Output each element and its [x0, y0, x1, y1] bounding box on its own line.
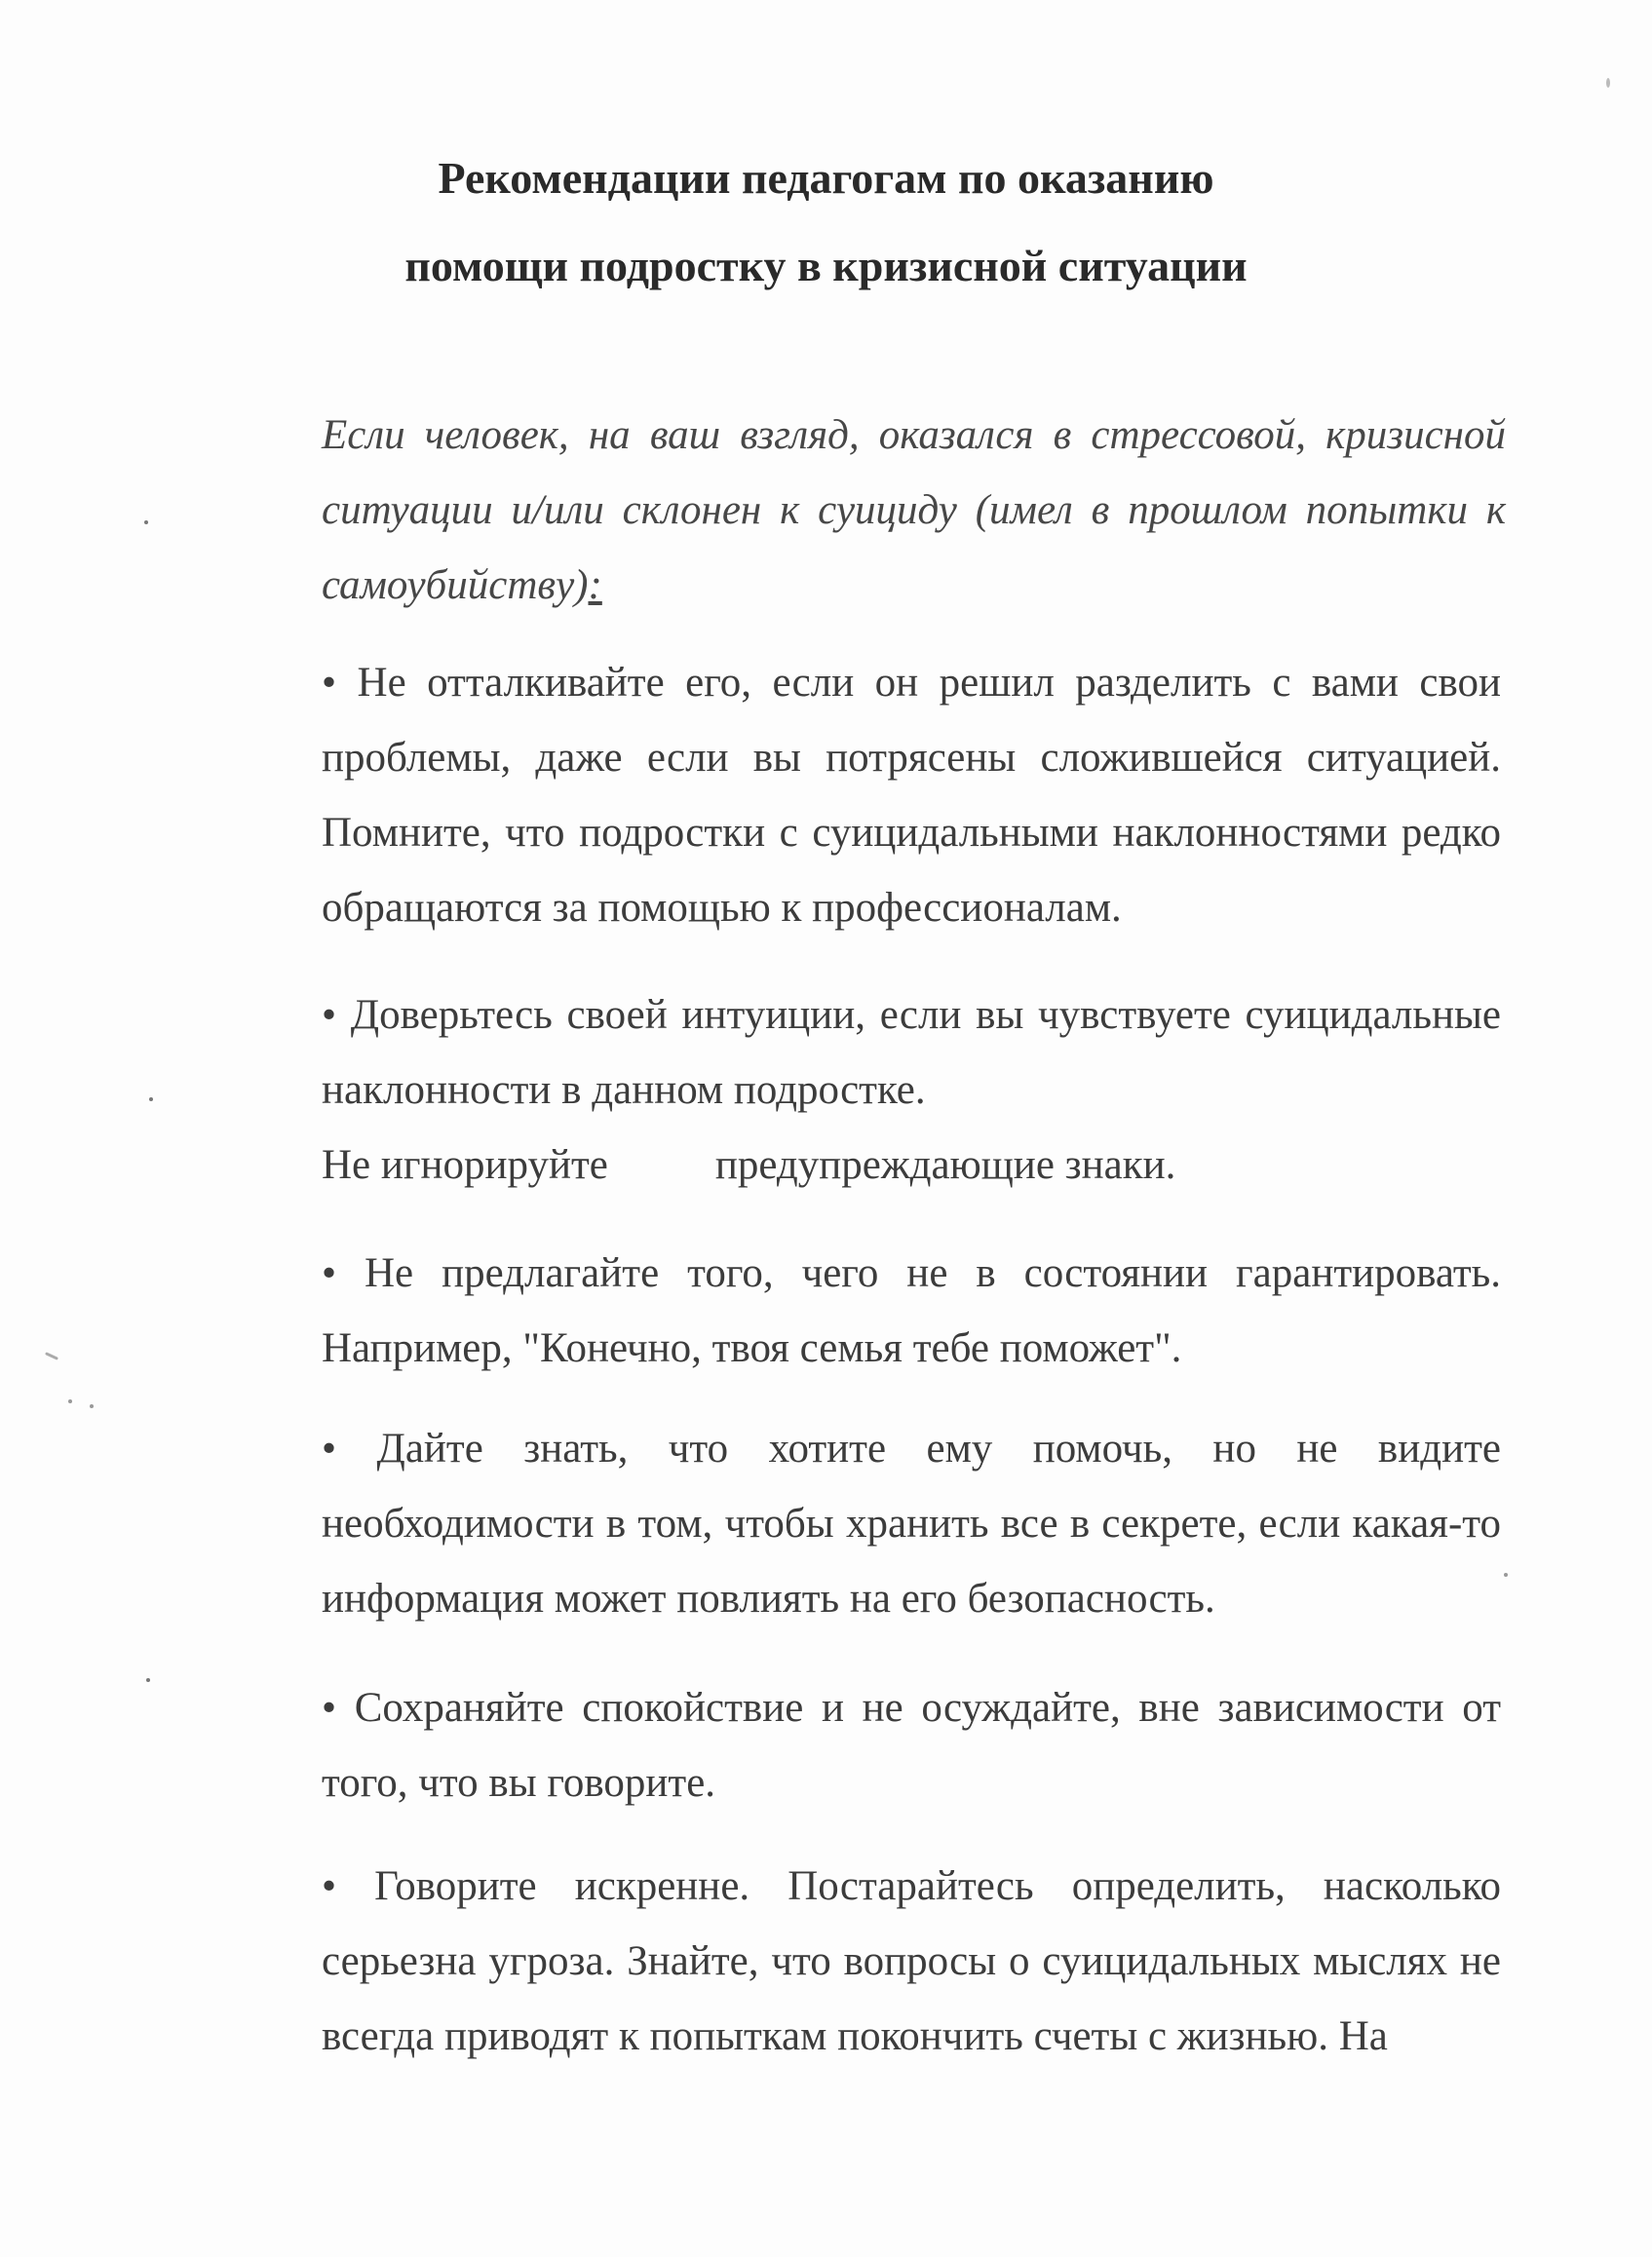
document-title — [0, 134, 1652, 310]
paragraph-2-part-b: предупреждающие знаки. — [714, 1142, 1176, 1188]
paragraph-3: • Не предлагайте того, чего не в состоянии гарантировать. Например, "Конечно, твоя семья тебе поможет". — [322, 1250, 1501, 1371]
scan-speck — [149, 1097, 153, 1101]
paragraph-5: • Сохраняйте спокойствие и не осуждайте, вне зависимости от того, что вы говорите. — [322, 1685, 1501, 1806]
scan-speck — [144, 520, 148, 524]
scan-speck — [1504, 1573, 1508, 1577]
paragraph-2-text: • Доверьтесь своей интуиции, если вы чувствуете суицидальные наклонности в данном подростке. — [322, 992, 1501, 1113]
paragraph-2 — [322, 977, 1501, 1203]
scan-speck — [90, 1404, 94, 1408]
scan-speck — [45, 1352, 58, 1360]
intro-colon: : — [588, 562, 602, 608]
title-line-2: помощи подростку в кризисной ситуации — [404, 241, 1248, 290]
title-line-1: Рекомендации педагогам по оказанию — [438, 153, 1214, 203]
paragraph-2-part-a: Не игнорируйте — [322, 1142, 608, 1188]
paragraph-2-last-line — [322, 1128, 1501, 1203]
scan-speck — [1606, 78, 1610, 88]
paragraph-4: • Дайте знать, что хотите ему помочь, но не видите необходимости в том, чтобы хранить все в секрете, если какая-то информация может повлиять на его безопасность. — [322, 1426, 1501, 1622]
intro-paragraph — [322, 398, 1506, 623]
scan-speck — [146, 1678, 150, 1682]
paragraph-6: • Говорите искренне. Постарайтесь определить, насколько серьезна угроза. Знайте, что вопросы о суицидальных мыслях не всегда приводят к попыткам покончить счеты с жизнью. На — [322, 1863, 1501, 2059]
intro-text: Если человек, на ваш взгляд, оказался в стрессовой, кризисной ситуации и/или склонен к суициду (имел в прошлом попытки к самоубийству) — [322, 412, 1506, 608]
paragraph-1: • Не отталкивайте его, если он решил разделить с вами свои проблемы, даже если вы потрясены сложившейся ситуацией. Помните, что подростки с суицидальными наклонностями редко обращаются за помощью к профессионалам. — [322, 660, 1501, 931]
scan-speck — [68, 1399, 72, 1403]
